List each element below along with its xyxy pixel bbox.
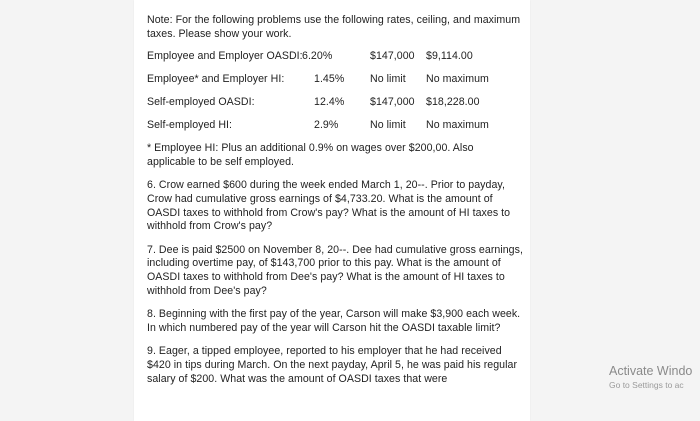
problem-6: 6. Crow earned $600 during the week ended March 1, 20--. Prior to payday, Crow had cumulative gross earnings of $4,733.20. What is the amount of OASDI taxes to withhold from Crow's pay? What is the amount of HI taxes to withhold from Crow's pay? [147, 179, 511, 233]
problem-8: 8. Beginning with the first pay of the year, Carson will make $3,900 each week. In which numbered pay of the year will Carson hit the OASDI taxable limit? [147, 308, 521, 334]
problem-7: 7. Dee is paid $2500 on November 8, 20--. Dee had cumulative gross earnings, including overtime pay, of $143,700 prior to this pay. What is the amount of OASDI taxes to withhold from Dee's pay? What is the amount of HI taxes to withhold from Dee's pay? [147, 243, 523, 297]
document-page [134, 0, 530, 421]
rate-ceiling: $147,000 [370, 96, 415, 109]
rate-row-self-employed-hi [147, 119, 523, 132]
rate-label: Employee and Employer OASDI: [147, 50, 303, 63]
rate-row-employee-oasdi [147, 50, 523, 63]
rate-ceiling: No limit [370, 119, 406, 132]
problem-9: 9. Eager, a tipped employee, reported to his employer that he had received $420 in tips during March. On the next payday, April 5, he was paid his regular salary of $200. What was the amount of OASDI taxes that were [147, 345, 518, 385]
rate-percent: 6.20% [302, 50, 333, 63]
rate-label: Self-employed HI: [147, 119, 233, 132]
instructions-note: Note: For the following problems use the following rates, ceiling, and maximum taxes. Please show your work. [147, 14, 521, 40]
rate-ceiling: $147,000 [370, 50, 415, 63]
watermark-title: Activate Windo [609, 364, 693, 378]
rate-percent: 1.45% [314, 73, 345, 86]
rate-max-tax: No maximum [426, 119, 489, 132]
rate-max-tax: $9,114.00 [426, 50, 473, 63]
document-content [147, 14, 523, 396]
rate-ceiling: No limit [370, 73, 406, 86]
rate-percent: 2.9% [314, 119, 339, 132]
watermark-subtitle: Go to Settings to ac [609, 380, 684, 390]
rate-max-tax: No maximum [426, 73, 489, 86]
rate-label: Self-employed OASDI: [147, 96, 255, 109]
activation-watermark [609, 364, 692, 391]
rate-label: Employee* and Employer HI: [147, 73, 285, 86]
rate-row-employee-hi [147, 73, 523, 86]
hi-footnote: * Employee HI: Plus an additional 0.9% on wages over $200,00. Also applicable to be self employed. [147, 142, 474, 168]
rate-max-tax: $18,228.00 [426, 96, 480, 109]
rate-row-self-employed-oasdi [147, 96, 523, 109]
rate-percent: 12.4% [314, 96, 345, 109]
